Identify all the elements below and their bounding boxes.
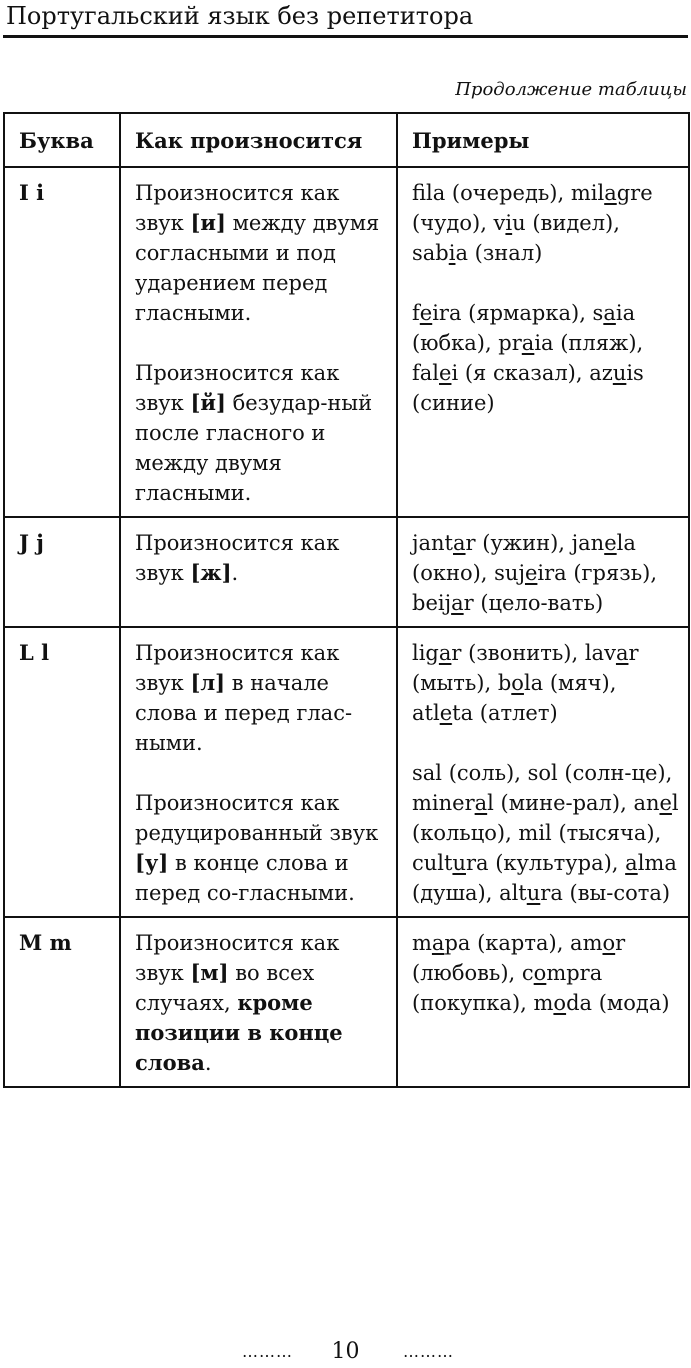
stressed-vowel: i xyxy=(448,241,456,265)
examples-cell xyxy=(397,917,689,1087)
text-segment: ra (культура), xyxy=(465,851,626,875)
text-segment: между двумя согласными и под ударением перед гласными. xyxy=(135,211,380,325)
pronunciation-text xyxy=(135,788,388,908)
text-segment: ia (пляж), fal xyxy=(412,331,644,385)
text-segment: la (мяч), atl xyxy=(412,671,617,725)
sound-mark: [ж] xyxy=(190,560,232,585)
page-footer xyxy=(0,1334,691,1366)
stressed-vowel: a xyxy=(521,331,535,355)
text-segment: в конце слова и перед со-гласными. xyxy=(135,851,355,905)
text-segment: Произносится как звук xyxy=(135,361,340,415)
pronunciation-cell xyxy=(120,167,397,517)
running-title: Португальский язык без репетитора xyxy=(6,2,474,30)
text-segment: lig xyxy=(412,641,439,665)
stressed-vowel: a xyxy=(625,851,638,875)
stressed-vowel: e xyxy=(524,561,538,585)
continuation-note: Продолжение таблицы xyxy=(455,79,687,100)
text-segment: u (видел), sab xyxy=(412,211,620,265)
stressed-vowel: u xyxy=(452,851,466,875)
stressed-vowel: a xyxy=(453,531,466,555)
pronunciation-text xyxy=(135,928,388,1078)
stressed-vowel: a xyxy=(431,931,445,955)
examples-text xyxy=(412,178,680,268)
text-segment: Произносится как редуцированный звук xyxy=(135,791,379,845)
text-segment: f xyxy=(412,181,427,205)
text-segment: Произносится как звук xyxy=(135,531,340,585)
text-segment: ira (грязь), beij xyxy=(412,561,657,615)
text-segment: r (ужин), jan xyxy=(465,531,605,555)
pronunciation-cell xyxy=(120,627,397,917)
pronunciation-table xyxy=(3,112,690,1088)
text-segment: Произносится как звук xyxy=(135,181,340,235)
column-header-examples: Примеры xyxy=(397,113,689,167)
text-segment: . xyxy=(231,561,239,585)
examples-cell xyxy=(397,517,689,627)
text-segment: Произносится как звук xyxy=(135,931,340,985)
stressed-vowel: a xyxy=(603,301,616,325)
stressed-vowel: o xyxy=(602,931,616,955)
column-header-pronunciation: Как произносится xyxy=(120,113,397,167)
text-segment: безудар-ный после гласного и между двумя гласными. xyxy=(135,391,373,505)
pronunciation-cell xyxy=(120,917,397,1087)
page-number: 10 xyxy=(331,1339,360,1364)
letter-cell: L l xyxy=(4,627,120,917)
stressed-vowel: e xyxy=(659,791,672,815)
table-row xyxy=(4,517,689,627)
letter-cell: M m xyxy=(4,917,120,1087)
text-segment: r (цело-вать) xyxy=(463,591,604,615)
stressed-vowel: e xyxy=(439,701,453,725)
stressed-vowel: o xyxy=(533,961,547,985)
text-segment: Произносится как звук xyxy=(135,641,340,695)
examples-text xyxy=(412,298,680,418)
text-segment: a (знал) xyxy=(455,241,543,265)
stressed-vowel: o xyxy=(553,991,567,1015)
footer-dots-right: ……… xyxy=(403,1342,454,1361)
text-segment: во всех случаях, xyxy=(135,961,315,1015)
pronunciation-cell xyxy=(120,517,397,627)
text-segment: la (очередь), mil xyxy=(426,181,605,205)
text-segment: f xyxy=(412,301,420,325)
text-segment: da (мода) xyxy=(566,991,670,1015)
text-segment: gre (чудо), v xyxy=(412,181,653,235)
text-segment: ta (атлет) xyxy=(452,701,558,725)
stressed-vowel: a xyxy=(451,591,464,615)
stressed-vowel: a xyxy=(604,181,617,205)
text-segment: m xyxy=(412,931,432,955)
table-row xyxy=(4,917,689,1087)
stressed-vowel: u xyxy=(526,881,541,905)
sound-mark: [у] xyxy=(135,850,169,875)
sound-mark: [л] xyxy=(190,670,226,695)
examples-cell xyxy=(397,167,689,517)
table-body xyxy=(4,167,689,1087)
text-segment: jant xyxy=(412,531,453,555)
text-segment: r (мыть), b xyxy=(412,641,639,695)
examples-cell xyxy=(397,627,689,917)
sound-mark: кроме позиции в конце слова xyxy=(135,990,343,1075)
text-segment: в начале слова и перед глас-ными. xyxy=(135,671,353,755)
examples-text xyxy=(412,638,680,728)
stressed-vowel: i xyxy=(505,211,513,235)
text-segment: r (любовь), c xyxy=(412,931,626,985)
pronunciation-text xyxy=(135,638,388,758)
sound-mark: [м] xyxy=(190,960,229,985)
letter-cell: I i xyxy=(4,167,120,517)
sound-mark: [й] xyxy=(190,390,226,415)
text-segment: ia (юбка), pr xyxy=(412,301,636,355)
text-segment: sal (соль), sol (солн-це), miner xyxy=(412,761,673,815)
header-rule xyxy=(3,35,688,38)
text-segment: la (окно), suj xyxy=(412,531,636,585)
text-segment: pa (карта), am xyxy=(444,931,603,955)
table-header-row xyxy=(4,113,689,167)
column-header-letter: Буква xyxy=(4,113,120,167)
pronunciation-text xyxy=(135,178,388,328)
stressed-vowel: o xyxy=(511,671,524,695)
text-segment: mpra (покупка), m xyxy=(412,961,603,1015)
table-row xyxy=(4,167,689,517)
text-segment: l (мине-рал), an xyxy=(487,791,660,815)
table-row xyxy=(4,627,689,917)
stressed-vowel: a xyxy=(474,791,488,815)
examples-text xyxy=(412,528,680,618)
stressed-vowel: e xyxy=(439,361,452,385)
stressed-vowel: u xyxy=(612,361,627,385)
stressed-vowel: e xyxy=(604,531,617,555)
pronunciation-text xyxy=(135,528,388,588)
examples-text xyxy=(412,758,680,908)
text-segment: ira (ярмарка), s xyxy=(432,301,604,325)
stressed-vowel: a xyxy=(615,641,629,665)
text-segment: ra (вы-сота) xyxy=(540,881,671,905)
text-segment: i (я сказал), az xyxy=(451,361,613,385)
text-segment: lma (душа), alt xyxy=(412,851,677,905)
sound-mark: [и] xyxy=(190,210,226,235)
text-segment: . xyxy=(204,1051,212,1075)
stressed-vowel: a xyxy=(438,641,452,665)
pronunciation-text xyxy=(135,358,388,508)
text-segment: is (синие) xyxy=(412,361,644,415)
text-segment: l (кольцо), mil (тысяча), cult xyxy=(412,791,679,875)
examples-text xyxy=(412,928,680,1018)
footer-dots-left: ……… xyxy=(242,1342,293,1361)
text-segment: r (звонить), lav xyxy=(451,641,616,665)
letter-cell: J j xyxy=(4,517,120,627)
stressed-vowel: e xyxy=(419,301,433,325)
